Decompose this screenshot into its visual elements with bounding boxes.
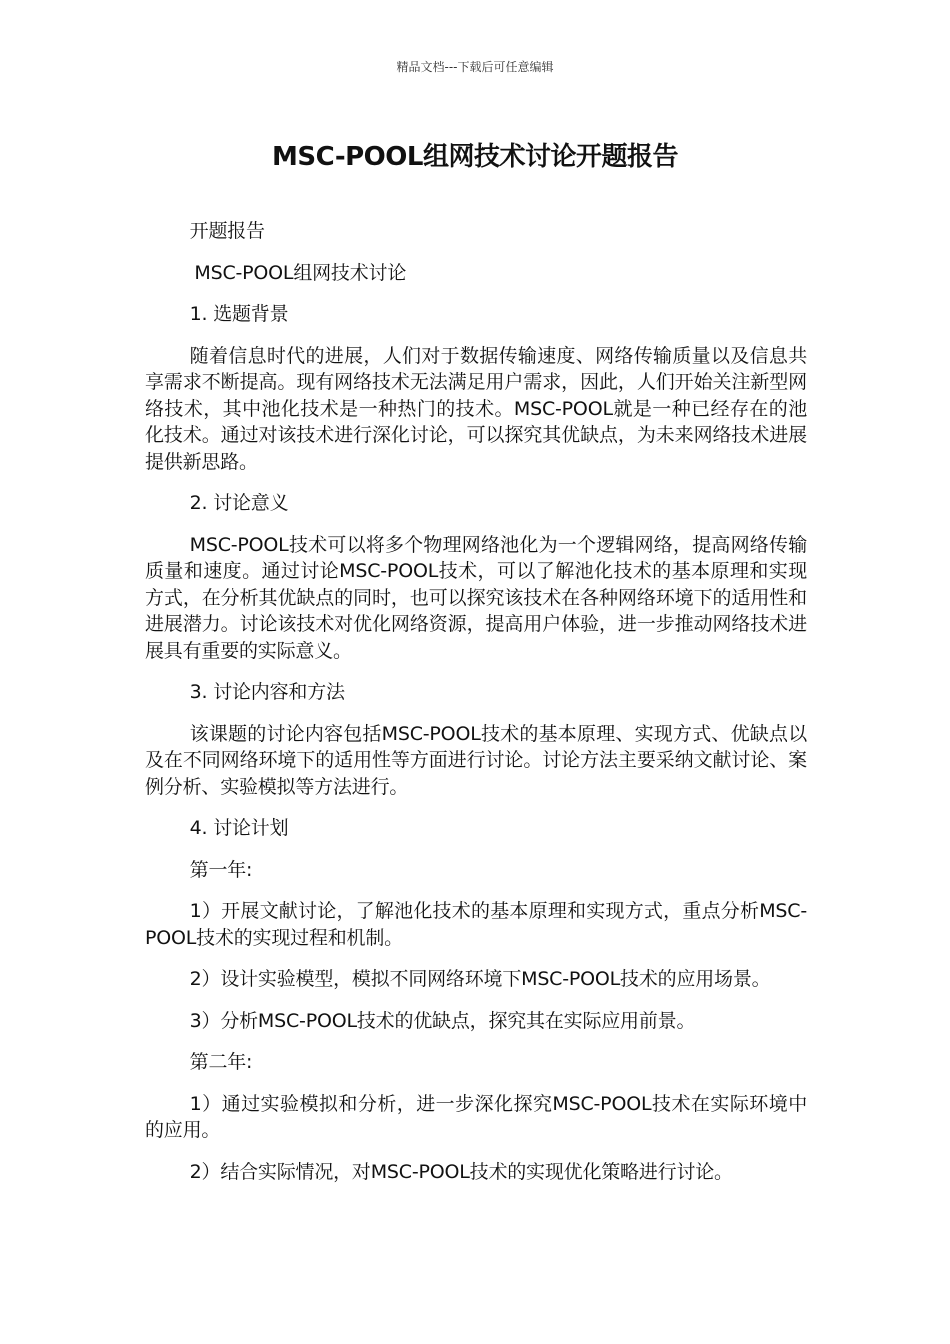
plan-item: 3）分析MSC-POOL技术的优缺点，探究其在实际应用前景。	[189, 1009, 696, 1032]
paragraph-content-method: 该课题的讨论内容包括MSC-POOL技术的基本原理、实现方式、优缺点以及在不同网络环境下的适用性等方面进行讨论。讨论方法主要采纳文献讨论、案例分析、实验模拟等方法进行。	[145, 722, 807, 798]
document-title: MSC-POOL组网技术讨论开题报告	[272, 142, 678, 172]
plan-item: 2）设计实验模型，模拟不同网络环境下MSC-POOL技术的应用场景。	[189, 968, 771, 990]
plan-year-two: 第二年:	[189, 1051, 253, 1073]
heading-plan: 4. 讨论计划	[189, 817, 289, 839]
plan-item: 1）开展文献讨论，了解池化技术的基本原理和实现方式，重点分析MSC-POOL技术的实现过程和机制。	[145, 900, 807, 949]
heading-content-method: 3. 讨论内容和方法	[189, 681, 345, 703]
paragraph-significance: MSC-POOL技术可以将多个物理网络池化为一个逻辑网络，提高网络传输质量和速度。通过讨论MSC-POOL技术，可以了解池化技术的基本原理和实现方式，在分析其优缺点的同时，也可以探究该技术在各种网络环境下的适用性和进展潜力。讨论该技术对优化网络资源，提高用户体验，进一步推动网络技术进展具有重要的实际意义。	[145, 533, 807, 662]
header-note: 精品文档---下载后可任意编辑	[396, 60, 554, 74]
plan-year-one: 第一年:	[189, 858, 253, 881]
paragraph-background: 随着信息时代的进展，人们对于数据传输速度、网络传输质量以及信息共享需求不断提高。现有网络技术无法满足用户需求，因此，人们开始关注新型网络技术，其中池化技术是一种热门的技术。MSC-POOL就是一种已经存在的池化技术。通过对该技术进行深化讨论，可以探究其优缺点，为未来网络技术进展提供新思路。	[145, 344, 807, 473]
heading-significance: 2. 讨论意义	[189, 492, 289, 514]
document-body	[145, 218, 807, 1185]
paragraph-report-label: 开题报告	[189, 220, 265, 242]
plan-item: 1）通过实验模拟和分析，进一步深化探究MSC-POOL技术在实际环境中的应用。	[145, 1092, 807, 1141]
heading-background: 1. 选题背景	[189, 303, 289, 325]
paragraph-subtitle: MSC-POOL组网技术讨论	[194, 261, 407, 284]
plan-item: 2）结合实际情况，对MSC-POOL技术的实现优化策略进行讨论。	[189, 1160, 733, 1183]
